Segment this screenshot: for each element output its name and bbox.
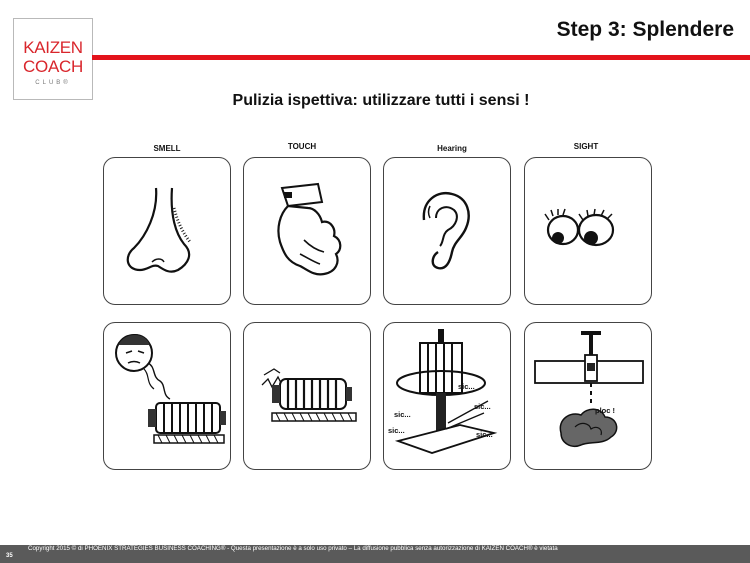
kaizen-coach-logo xyxy=(13,18,93,100)
ear-icon xyxy=(384,158,511,305)
label-smell: SMELL xyxy=(153,144,181,153)
sound-text-4: sic... xyxy=(388,426,405,435)
logo-line-kaizen: KAIZEN xyxy=(23,38,83,57)
sound-text-1: sic... xyxy=(458,382,475,391)
nose-icon xyxy=(104,158,231,305)
drip-sound-text: ploc ! xyxy=(595,406,615,415)
card-hearing-sense xyxy=(383,157,511,305)
card-touch-sense xyxy=(243,157,371,305)
card-touch-example xyxy=(243,322,371,470)
page-number: 35 xyxy=(6,553,13,559)
sound-text-5: sic... xyxy=(476,430,493,439)
logo-line-club: CLUB® xyxy=(35,80,71,86)
sound-text-2: sic... xyxy=(474,402,491,411)
card-hearing-example xyxy=(383,322,511,470)
person-smelling-motor-illustration xyxy=(104,323,231,470)
eyes-icon xyxy=(525,158,652,305)
card-smell-sense xyxy=(103,157,231,305)
sound-text-3: sic... xyxy=(394,410,411,419)
copyright-text: Copyright 2015 © di PHOENIX STRATEGIES BUSINESS COACHING® - Questa presentazione è a solo uso privato – La diffusione pubblica senza autorizzazione di KAIZEN COACH® è vietata xyxy=(28,545,558,552)
header-red-rule xyxy=(92,55,750,60)
logo-line-coach: COACH xyxy=(23,57,83,76)
label-touch: TOUCH xyxy=(287,142,317,151)
card-smell-example xyxy=(103,322,231,470)
card-sight-example xyxy=(524,322,652,470)
card-sight-sense xyxy=(524,157,652,305)
hand-icon xyxy=(244,158,371,305)
vibrating-motor-illustration xyxy=(244,323,371,470)
grinding-machine-illustration xyxy=(384,323,511,470)
slide-subtitle: Pulizia ispettiva: utilizzare tutti i sensi ! xyxy=(232,92,530,109)
leaking-pipe-illustration xyxy=(525,323,652,470)
footer-bar xyxy=(0,545,750,563)
slide-title: Step 3: Splendere xyxy=(556,18,734,41)
label-sight: SIGHT xyxy=(573,142,599,151)
label-hearing: Hearing xyxy=(437,144,467,153)
